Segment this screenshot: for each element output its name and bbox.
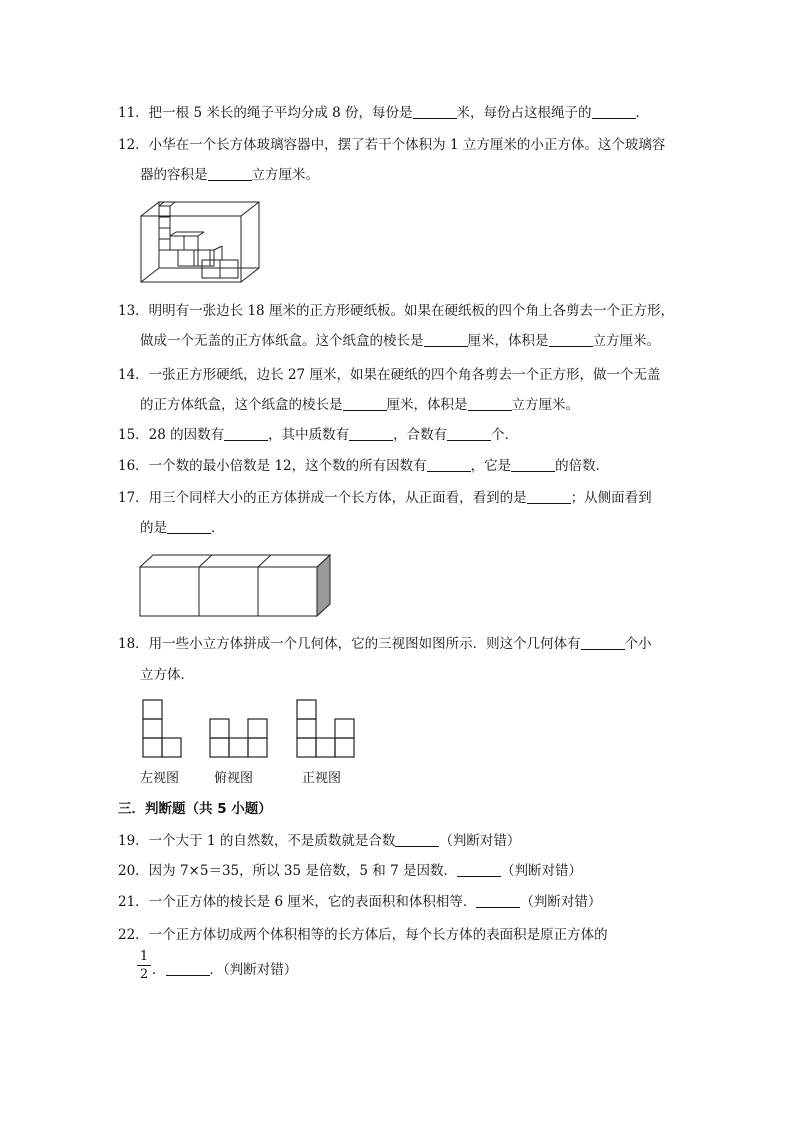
question-17-line1: 17．用三个同样大小的正方体拼成一个长方体，从正面看，看到的是 ；从侧面看到 (118, 490, 652, 506)
question-20: 20．因为 7×5＝35，所以 35 是倍数，5 和 7 是因数． （判断对错） (118, 863, 582, 879)
answer-blank[interactable] (468, 396, 512, 411)
question-17-line2: 的是 ． (140, 520, 225, 536)
answer-blank[interactable] (224, 426, 268, 441)
section-heading: 三．判断题（共 5 小题） (118, 801, 272, 817)
question-22-line1: 22．一个正方体切成两个体积相等的长方体后，每个长方体的表面积是原正方体的 (118, 927, 608, 943)
question-14-line2: 的正方体纸盒，这个纸盒的棱长是 厘米，体积是 立方厘米。 (140, 397, 579, 413)
answer-blank[interactable] (343, 396, 387, 411)
answer-blank[interactable] (167, 519, 211, 534)
question-14-line1: 14．一张正方形硬纸，边长 27 厘米，如果在硬纸的四个角各剪去一个正方形，做一个无盖 (118, 367, 661, 383)
left-view-caption: 左视图 (140, 771, 180, 786)
top-view-caption: 俯视图 (214, 771, 254, 786)
question-12-line1: 12．小华在一个长方体玻璃容器中，摆了若干个体积为 1 立方厘米的小正方体。这个玻璃容 (118, 137, 666, 153)
answer-blank[interactable] (447, 426, 491, 441)
front-view-figure (296, 699, 358, 759)
answer-blank[interactable] (549, 332, 593, 347)
answer-blank[interactable] (424, 332, 468, 347)
front-view-caption: 正视图 (302, 771, 342, 786)
question-18-line1: 18．用一些小立方体拼成一个几何体，它的三视图如图所示．则这个几何体有 个小 (118, 636, 652, 652)
question-12-line2: 器的容积是 立方厘米。 (140, 167, 319, 183)
answer-blank[interactable] (527, 489, 571, 504)
question-16: 16．一个数的最小倍数是 12，这个数的所有因数有 ，它是 的倍数． (118, 458, 610, 474)
answer-blank[interactable] (457, 862, 501, 877)
answer-blank[interactable] (592, 104, 636, 119)
answer-blank[interactable] (427, 457, 471, 472)
answer-blank[interactable] (413, 104, 457, 119)
question-15: 15．28 的因数有 ，其中质数有 ，合数有 个． (118, 427, 519, 443)
glass-container-figure (140, 198, 262, 286)
question-11: 11．把一根 5 米长的绳子平均分成 8 份，每份是 米，每份占这根绳子的 ． (118, 105, 650, 121)
answer-blank[interactable] (581, 635, 625, 650)
fraction-one-half: 1 2 (137, 949, 151, 982)
answer-blank[interactable] (476, 893, 520, 908)
answer-blank[interactable] (349, 426, 393, 441)
answer-blank[interactable] (208, 166, 252, 181)
question-19: 19．一个大于 1 的自然数，不是质数就是合数 （判断对错） (118, 833, 521, 849)
question-13-line2: 做成一个无盖的正方体纸盒。这个纸盒的棱长是 厘米，体积是 立方厘米。 (140, 333, 660, 349)
question-21: 21．一个正方体的棱长是 6 厘米，它的表面积和体积相等． （判断对错） (118, 894, 602, 910)
answer-blank[interactable] (395, 832, 439, 847)
question-13-line1: 13．明明有一张边长 18 厘米的正方形硬纸板。如果在硬纸板的四个角上各剪去一个正方形， (118, 303, 674, 319)
left-view-figure (142, 699, 184, 759)
top-view-figure (209, 718, 271, 759)
question-22-line2: ． ．（判断对错） (152, 962, 298, 978)
answer-blank[interactable] (511, 457, 555, 472)
three-cubes-figure (139, 553, 334, 618)
answer-blank[interactable] (166, 961, 210, 976)
question-18-line2: 立方体． (140, 667, 194, 683)
